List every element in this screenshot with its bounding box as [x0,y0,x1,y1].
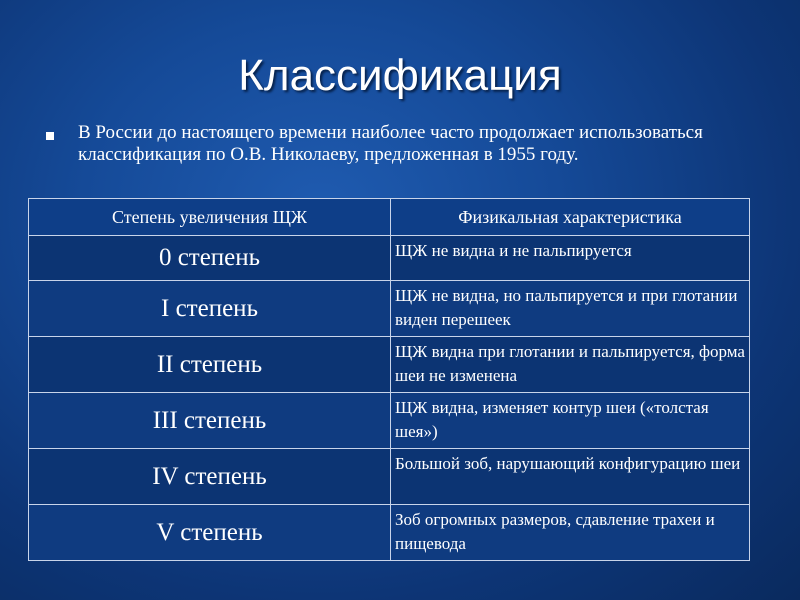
description-cell: ЩЖ не видна, но пальпируется и при глотании виден перешеек [391,281,750,337]
table-header-row [29,199,750,236]
degree-cell: II степень [29,337,391,393]
bullet-item [46,122,746,166]
table-row [29,393,750,449]
degree-cell: I степень [29,281,391,337]
description-cell: ЩЖ видна, изменяет контур шеи («толстая шея») [391,393,750,449]
description-cell: ЩЖ не видна и не пальпируется [391,236,750,281]
degree-cell: 0 степень [29,236,391,281]
slide-title: Классификация [238,51,562,100]
degree-cell: V степень [29,505,391,561]
degree-cell: III степень [29,393,391,449]
description-cell: ЩЖ видна при глотании и пальпируется, форма шеи не изменена [391,337,750,393]
description-cell: Большой зоб, нарушающий конфигурацию шеи [391,449,750,505]
degree-cell: IV степень [29,449,391,505]
description-cell: Зоб огромных размеров, сдавление трахеи и пищевода [391,505,750,561]
table-row [29,505,750,561]
square-bullet-icon [46,132,54,140]
classification-table [28,198,750,561]
table-row [29,281,750,337]
table-row [29,337,750,393]
table-row [29,449,750,505]
bullet-text: В России до настоящего времени наиболее часто продолжает использоваться классификация по О.В. Николаеву, предложенная в 1955 году. [78,122,703,165]
header-degree: Степень увеличения ЩЖ [29,199,391,236]
header-description: Физикальная характеристика [391,199,750,236]
table-row [29,236,750,281]
